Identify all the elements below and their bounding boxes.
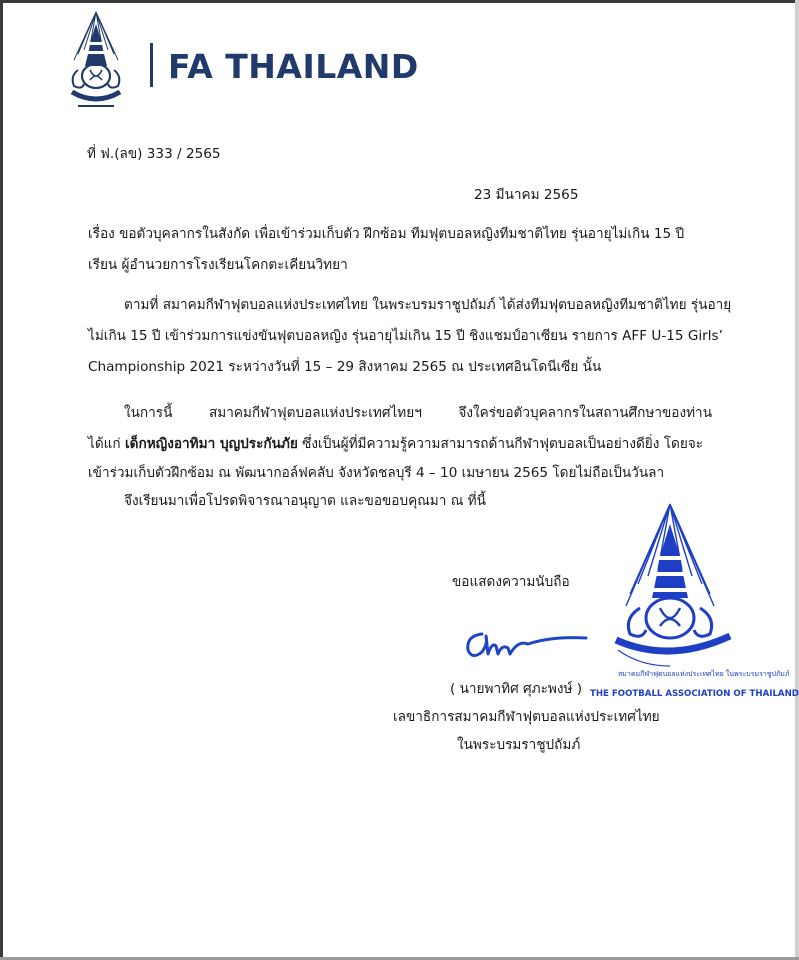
signature-icon [462,624,592,664]
paragraph-2-line-1: ในการนี้ สมาคมกีฬาฟุตบอลแห่งประเทศไทยฯ จึงใคร่ขอตัวบุคลากรในสถานศึกษาของท่าน [124,405,712,421]
name-prefix: ได้แก่ [88,436,125,452]
signer-name: ( นายพาทิศ ศุภะพงษ์ ) [450,681,583,697]
paragraph-1-line-2: ไม่เกิน 15 ปี เข้าร่วมการแข่งขันฟุตบอลหญิง รุ่นอายุไม่เกิน 15 ปี ชิงแชมป์อาเซียน รายการ AFF U-15 Girls’ [88,328,723,344]
paragraph-2-line-4: จึงเรียนมาเพื่อโปรดพิจารณาอนุญาต และขอขอบคุณมา ณ ที่นี้ [124,493,486,509]
letter-recipient: เรียน ผู้อำนวยการโรงเรียนโคกตะเคียนวิทยา [88,257,348,273]
paragraph-1-line-1: ตามที่ สมาคมกีฬาฟุตบอลแห่งประเทศไทย ในพระบรมราชูปถัมภ์ ได้ส่งทีมฟุตบอลหญิงทีมชาติไทย รุ่นอายุ [124,297,732,313]
official-stamp-icon [590,500,799,702]
paragraph-2-line-2 [88,435,712,453]
closing-phrase: ขอแสดงความนับถือ [452,574,570,590]
page-edge-top [0,0,799,3]
letter-subject: เรื่อง ขอตัวบุคลากรในสังกัด เพื่อเข้าร่วมเก็บตัว ฝึกซ้อม ทีมฟุตบอลหญิงทีมชาติไทย รุ่นอายุไม่เกิน 15 ปี [88,226,685,242]
reference-number: ที่ ฟ.(ลข) 333 / 2565 [87,146,221,162]
page-edge-right [795,0,799,960]
signer-title-2: ในพระบรมราชูปถัมภ์ [457,737,581,753]
letter-date: 23 มีนาคม 2565 [474,187,579,203]
paragraph-2-line-3: เข้าร่วมเก็บตัวฝึกซ้อม ณ พัฒนากอล์ฟคลับ จังหวัดชลบุรี 4 – 10 เมษายน 2565 โดยไม่ถือเป็นวันลา [88,465,665,481]
header-divider [150,43,153,87]
seal-thai-text: สมาคมกีฬาฟุตบอลแห่งประเทศไทย ในพระบรมราชูปถัมภ์ [618,670,790,678]
brand-title: FA THAILAND [168,47,419,86]
student-name: เด็กหญิงอาทิมา บุญประกันภัย [124,436,298,452]
signer-title: เลขาธิการสมาคมกีฬาฟุตบอลแห่งประเทศไทย [393,709,660,725]
seal-english-text: THE FOOTBALL ASSOCIATION OF THAILAND [590,689,799,699]
name-suffix: ซึ่งเป็นผู้ที่มีความรู้ความสามารถด้านกีฬาฟุตบอลเป็นอย่างดียิ่ง โดยจะ [297,436,704,452]
page-edge-left [0,0,3,960]
paragraph-1-line-3: Championship 2021 ระหว่างวันที่ 15 – 29 สิงหาคม 2565 ณ ประเทศอินโดนีเซีย นั้น [88,359,602,375]
fa-thailand-crest-icon [64,10,128,116]
